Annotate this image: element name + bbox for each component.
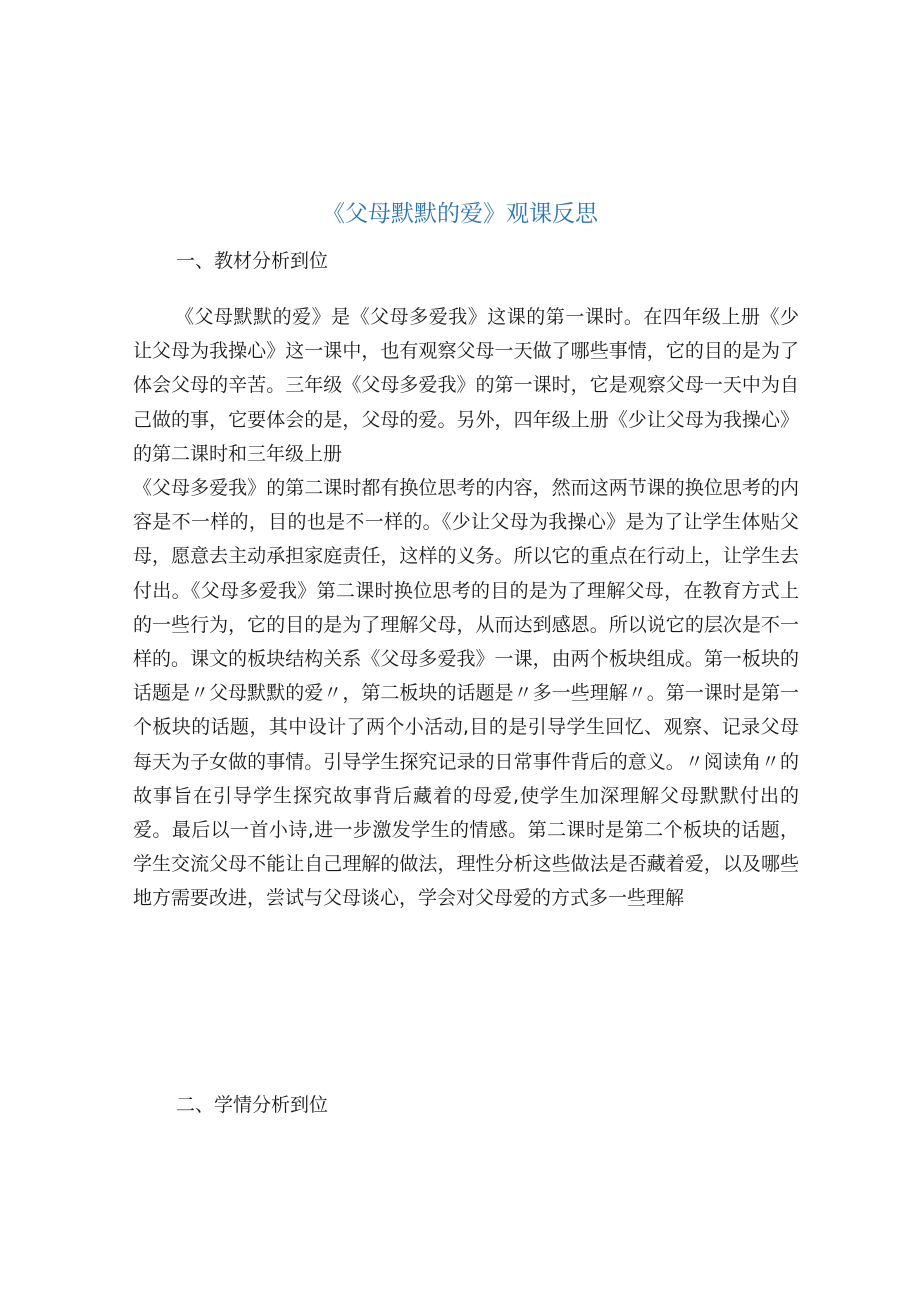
paragraph-2: 《父母多爱我》的第二课时都有换位思考的内容，然而这两节课的换位思考的内容是不一样的，目的也是不一样的。《少让父母为我操心》是为了让学生体贴父母，愿意去主动承担家庭责任，这样的义务。所以它的重点在行动上，让学生去付出。《父母多爱我》第二课时换位思考的目的是为了理解父母，在教育方式上的一些行为，它的目的是为了理解父母，从而达到感恩。所以说它的层次是不一样的。课文的板块结构关系《父母多爱我》一课，由两个板块组成。第一板块的话题是〃父母默默的爱〃，第二板块的话题是〃多一些理解〃。第一课时是第一个板块的话题，其中设计了两个小活动,目的是引导学生回忆、观察、记录父母每天为子女做的事情。引导学生探究记录的日常事件背后的意义。〃阅读角〃的故事旨在引导学生探究故事背后藏着的母爱,使学生加深理解父母默默付出的爱。最后以一首小诗,进一步激发学生的情感。第二课时是第二个板块的话题，学生交流父母不能让自己理解的做法，理性分析这些做法是否藏着爱，以及哪些地方需要改进，尝试与父母谈心，学会对父母爱的方式多一些理解: [133, 477, 799, 910]
document-title: 《父母默默的爱》观课反思: [322, 201, 598, 227]
body-text: [133, 300, 799, 916]
section-heading-1: 一、教材分析到位: [176, 250, 329, 272]
paragraph-1: 《父母默默的爱》是《父母多爱我》这课的第一课时。在四年级上册《少让父母为我操心》这一课中，也有观察父母一天做了哪些事情，它的目的是为了体会父母的辛苦。三年级《父母多爱我》的第一课时，它是观察父母一天中为自己做的事，它要体会的是，父母的爱。另外，四年级上册《少让父母为我操心》的第二课时和三年级上册: [133, 306, 799, 465]
section-heading-2: 二、学情分析到位: [176, 1094, 329, 1116]
